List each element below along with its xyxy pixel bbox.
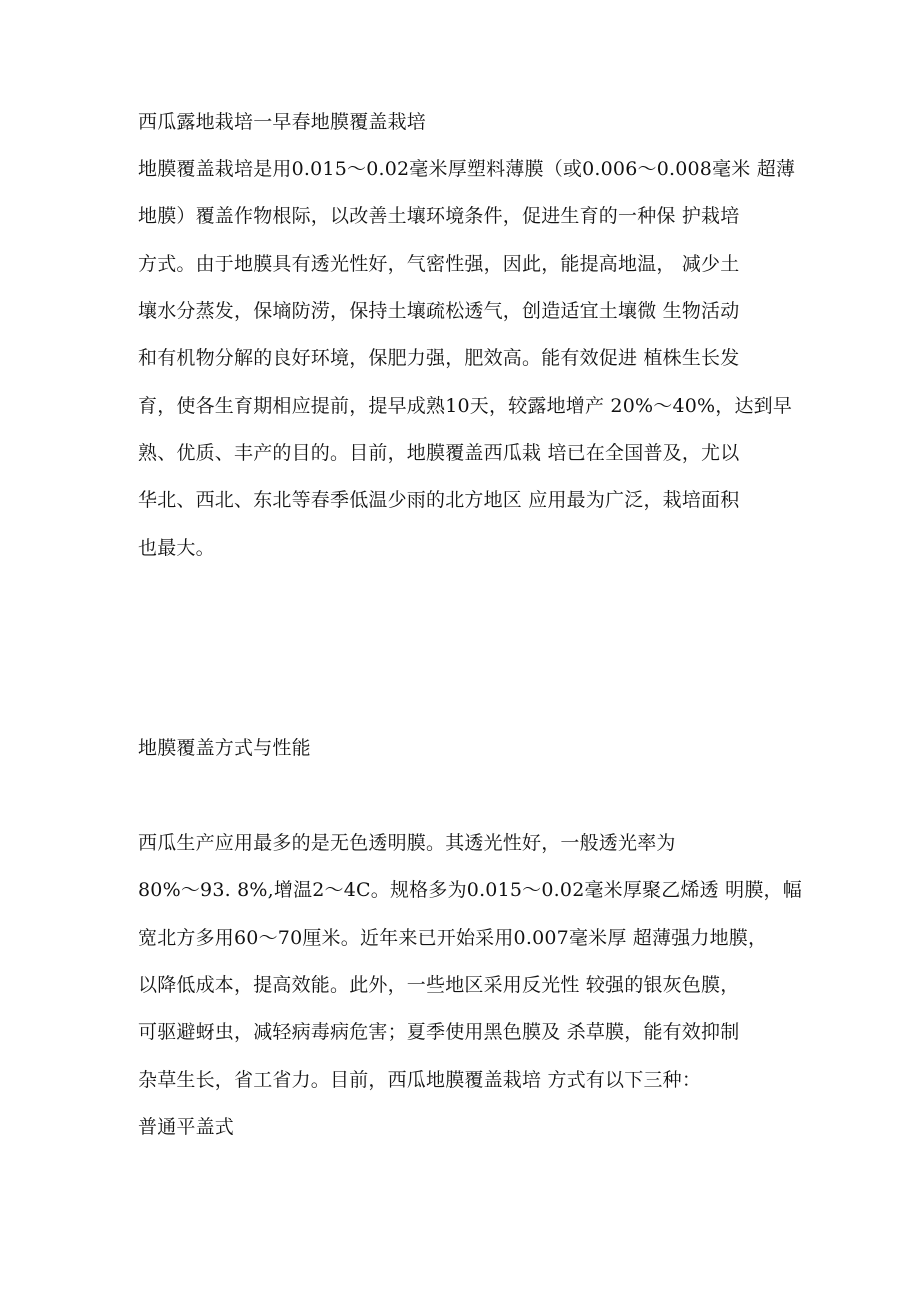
paragraph-line: 宽北方多用60〜70厘米。近年来已开始采用0.007毫米厚 超薄强力地膜， bbox=[138, 927, 768, 949]
paragraph-line: 以降低成本，提高效能。此外，一些地区采用反光性 较强的银灰色膜， bbox=[138, 974, 740, 996]
paragraph-line: 80%〜93. 8%,增温2〜4C。规格多为0.015〜0.02毫米厚聚乙烯透 明膜，幅 bbox=[138, 879, 802, 901]
paragraph-line: 地膜）覆盖作物根际，以改善土壤环境条件，促进生育的一种保 护栽培 bbox=[138, 205, 740, 227]
paragraph-line: 熟、优质、丰产的目的。目前，地膜覆盖西瓜栽 培已在全国普及，尤以 bbox=[138, 442, 740, 464]
paragraph-line: 华北、西北、东北等春季低温少雨的北方地区 应用最为广泛，栽培面积 bbox=[138, 489, 740, 511]
paragraph-line: 可驱避蚜虫，减轻病毒病危害；夏季使用黑色膜及 杀草膜，能有效抑制 bbox=[138, 1021, 740, 1043]
paragraph-line: 地膜覆盖栽培是用0.015〜0.02毫米厚塑料薄膜（或0.006〜0.008毫米 超薄 bbox=[138, 158, 796, 180]
paragraph-line: 也最大。 bbox=[138, 537, 215, 559]
paragraph-line: 育，使各生育期相应提前，提早成熟10天，较露地增产 20%〜40%，达到早 bbox=[138, 395, 793, 417]
section-title: 地膜覆盖方式与性能 bbox=[138, 737, 311, 759]
paragraph-line: 和有机物分解的良好环境，保肥力强，肥效高。能有效促进 植株生长发 bbox=[138, 347, 740, 369]
section-title: 西瓜露地栽培一早春地膜覆盖栽培 bbox=[138, 111, 427, 133]
paragraph-line: 西瓜生产应用最多的是无色透明膜。其透光性好，一般透光率为 bbox=[138, 832, 676, 854]
paragraph-line: 壤水分蒸发，保墒防涝，保持土壤疏松透气，创造适宜土壤微 生物活动 bbox=[138, 300, 740, 322]
paragraph-line: 杂草生长，省工省力。目前，西瓜地膜覆盖栽培 方式有以下三种： bbox=[138, 1069, 702, 1091]
paragraph-line: 方式。由于地膜具有透光性好，气密性强，因此，能提高地温， 减少土 bbox=[138, 253, 740, 275]
paragraph-line: 普通平盖式 bbox=[138, 1116, 235, 1138]
